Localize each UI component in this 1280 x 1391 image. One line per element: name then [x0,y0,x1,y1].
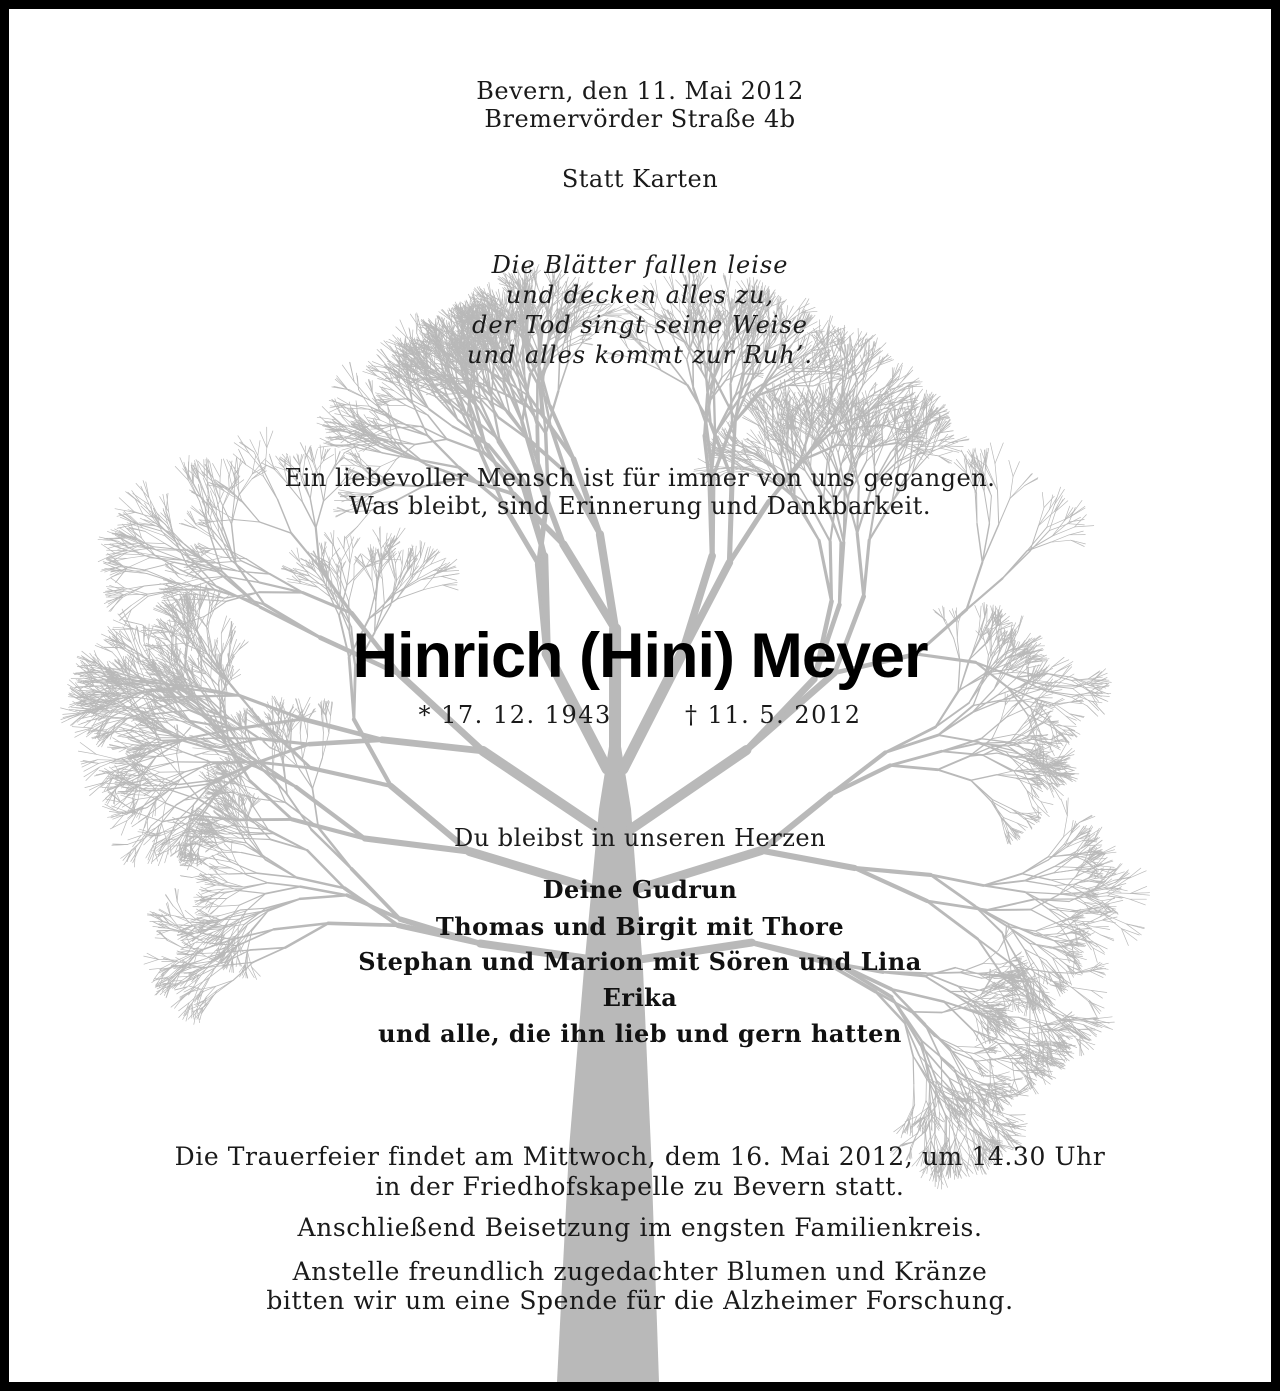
death-date: † 11. 5. 2012 [684,701,862,729]
street-address: Bremervörder Straße 4b [484,105,796,133]
poem-line: der Tod singt seine Weise [472,311,808,339]
deceased-name: Hinrich (Hini) Meyer [352,621,928,691]
service-line: bitten wir um eine Spende für die Alzheimer Forschung. [266,1286,1014,1315]
intro-line: Was bleibt, sind Erinnerung und Dankbarkeit. [349,492,931,520]
birth-date: * 17. 12. 1943 [418,701,612,729]
family-line: Thomas und Birgit mit Thore [435,912,845,941]
poem-line: und alles kommt zur Ruh’. [467,341,813,369]
poem-line: Die Blätter fallen leise [491,251,789,279]
obituary-content [9,9,1271,1382]
family-line: Erika [602,983,678,1012]
service-line: Anstelle freundlich zugedachter Blumen und Kränze [292,1257,988,1286]
farewell-text: Du bleibst in unseren Herzen [453,824,827,852]
family-line: Deine Gudrun [542,875,738,904]
family-line: Stephan und Marion mit Sören und Lina [358,947,922,976]
statt-karten: Statt Karten [561,165,719,193]
poem-line: und decken alles zu, [505,281,775,309]
service-line: in der Friedhofskapelle zu Bevern statt. [375,1172,905,1201]
intro-line: Ein liebevoller Mensch ist für immer von uns gegangen. [284,464,996,492]
service-line: Die Trauerfeier findet am Mittwoch, dem 16. Mai 2012, um 14.30 Uhr [174,1142,1106,1171]
service-line: Anschließend Beisetzung im engsten Familienkreis. [297,1213,983,1242]
life-dates [9,701,1271,729]
place-date: Bevern, den 11. Mai 2012 [476,77,804,105]
family-line: und alle, die ihn lieb und gern hatten [378,1019,902,1048]
